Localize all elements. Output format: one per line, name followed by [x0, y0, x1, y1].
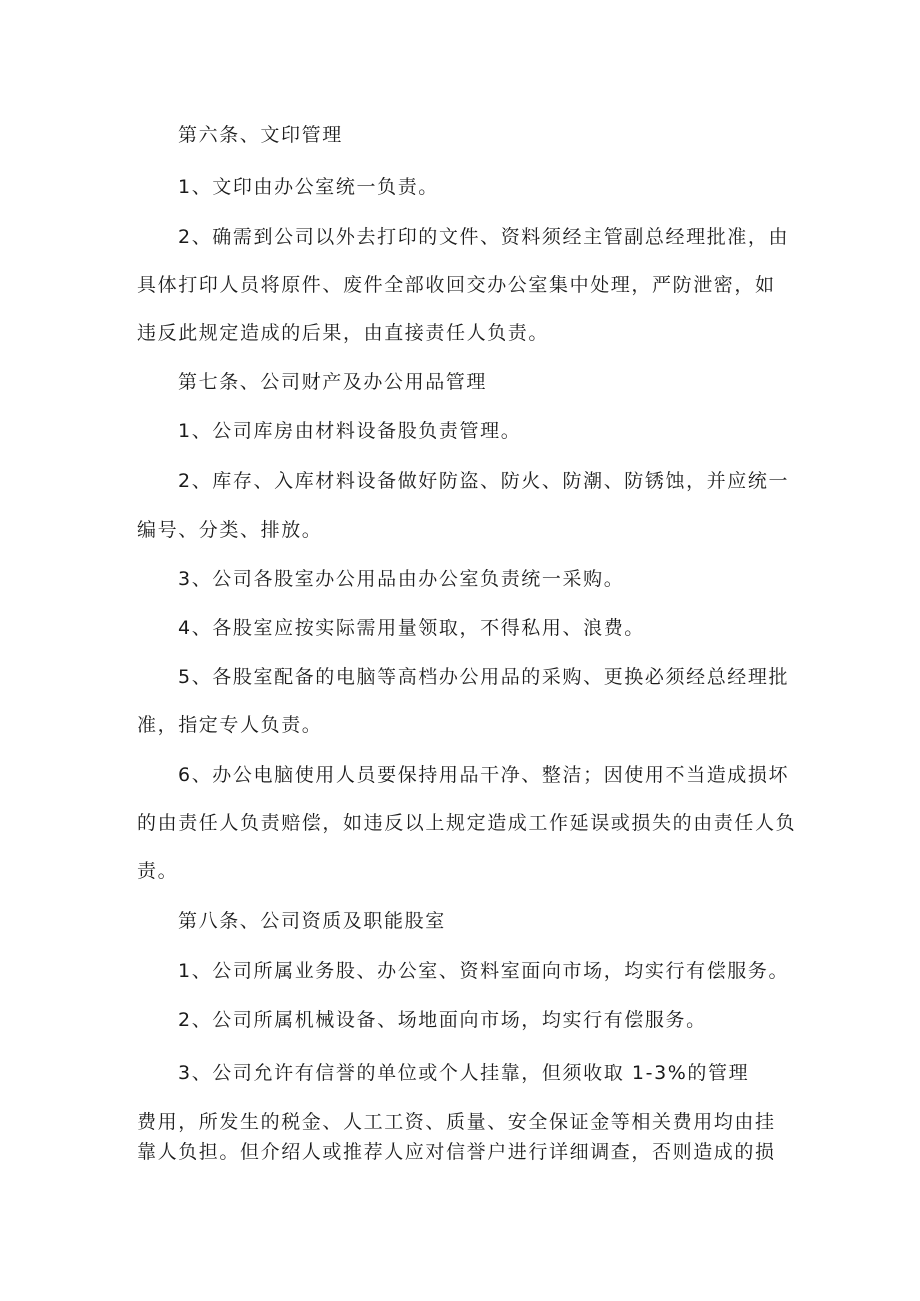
article-7-item-2-line-1: 2、库存、入库材料设备做好防盗、防火、防潮、防锈蚀，并应统一 — [178, 470, 790, 492]
article-6-heading: 第六条、文印管理 — [178, 124, 343, 146]
article-8-item-3-line-1: 3、公司允许有信誉的单位或个人挂靠，但须收取 1-3%的管理 — [178, 1062, 750, 1084]
article-7-item-5-line-1: 5、各股室配备的电脑等高档办公用品的采购、更换必须经总经理批 — [178, 666, 790, 688]
article-8-item-3-line-2: 费用，所发生的税金、人工工资、质量、安全保证金等相关费用均由挂 — [137, 1111, 776, 1133]
article-8-heading: 第八条、公司资质及职能股室 — [178, 910, 446, 932]
article-7-item-1: 1、公司库房由材料设备股负责管理。 — [178, 420, 522, 442]
article-6-item-1: 1、文印由办公室统一负责。 — [178, 176, 439, 198]
article-7-item-4: 4、各股室应按实际需用量领取，不得私用、浪费。 — [178, 617, 645, 639]
article-7-item-6-line-2: 的由责任人负责赔偿，如违反以上规定造成工作延误或损失的由责任人负 — [137, 812, 797, 834]
article-7-item-6-line-1: 6、办公电脑使用人员要保持用品干净、整洁；因使用不当造成损坏 — [178, 764, 790, 786]
article-6-item-2-line-2: 具体打印人员将原件、废件全部收回交办公室集中处理，严防泄密，如 — [137, 274, 776, 296]
article-7-item-6-line-3: 责。 — [137, 860, 179, 882]
article-6-item-2-line-3: 违反此规定造成的后果，由直接责任人负责。 — [137, 322, 550, 344]
article-8-item-3-line-3: 靠人负担。但介绍人或推荐人应对信誉户进行详细调查，否则造成的损 — [137, 1141, 776, 1163]
article-8-item-2: 2、公司所属机械设备、场地面向市场，均实行有偿服务。 — [178, 1009, 707, 1031]
article-7-item-5-line-2: 准，指定专人负责。 — [137, 714, 323, 736]
article-6-item-2-line-1: 2、确需到公司以外去打印的文件、资料须经主管副总经理批准，由 — [178, 226, 790, 248]
article-8-item-1: 1、公司所属业务股、办公室、资料室面向市场，均实行有偿服务。 — [178, 960, 790, 982]
article-7-item-3: 3、公司各股室办公用品由办公室负责统一采购。 — [178, 568, 625, 590]
article-7-item-2-line-2: 编号、分类、排放。 — [137, 519, 323, 541]
article-7-heading: 第七条、公司财产及办公用品管理 — [178, 371, 488, 393]
